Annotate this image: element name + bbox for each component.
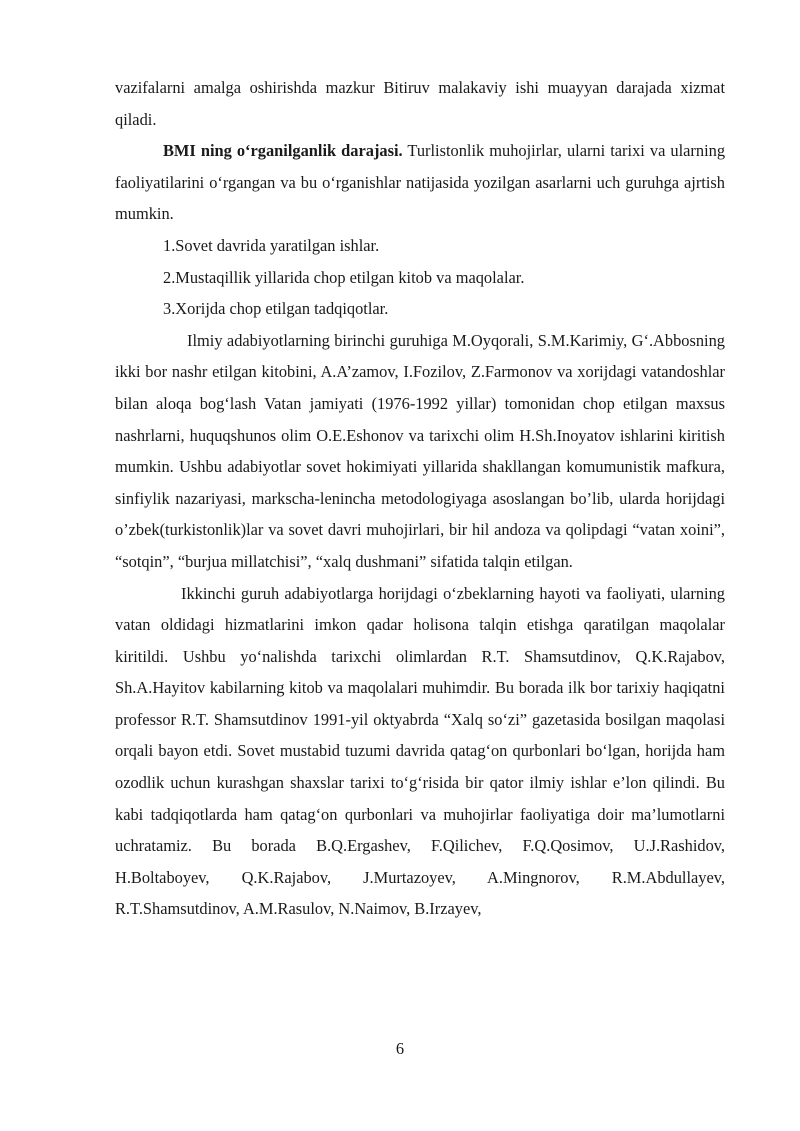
section-heading: BMI ning o‘rganilganlik darajasi. xyxy=(163,141,403,161)
section-heading-text: Turlistonlik muhojirlar, ularni tarixi va ularning faoliyatilarini o‘rgangan va bu o‘rganishlar natijasida yozilgan asarlarni uch guruhga ajrtish mumkin. xyxy=(115,141,726,224)
body-text xyxy=(115,72,725,925)
paragraph-second-group: Ikkinchi guruh adabiyotlarga horijdagi o‘zbeklarning hayoti va faoliyati, ularning vatan oldidagi hizmatlarini imkon qadar holisona talqin etishga qaratilgan maqolalar kiritildi. Ushbu yo‘nalishda tarixchi olimlardan R.T. Shamsutdinov, Q.K.Rajabov, Sh.A.Hayitov kabilarning kitob va maqolalari muhimdir. Bu borada ilk bor tarixiy haqiqatni professor R.T. Shamsutdinov 1991-yil oktyabrda “Xalq so‘zi” gazetasida bosilgan maqolasi orqali bayon etdi. Sovet mustabid tuzumi davrida qatag‘on qurbonlari bo‘lgan, horijda ham ozodlik uchun kurashgan shaxslar tarixi to‘g‘risida bir qator ilmiy ishlar e’lon qilindi. Bu kabi tadqiqotlarda ham qatag‘on qurbonlari va muhojirlar faoliyatiga doir ma’lumotlarni uchratamiz. Bu borada B.Q.Ergashev, F.Qilichev, F.Q.Qosimov, U.J.Rashidov, H.Boltaboyev, Q.K.Rajabov, J.Murtazoyev, A.Mingnorov, R.M.Abdullayev, R.T.Shamsutdinov, A.M.Rasulov, N.Naimov, B.Irzayev, xyxy=(115,583,725,919)
list-item-3: 3.Xorijda chop etilgan tadqiqotlar. xyxy=(163,299,389,319)
list-item-2: 2.Mustaqillik yillarida chop etilgan kitob va maqolalar. xyxy=(163,267,525,287)
paragraph-continuation: vazifalarni amalga oshirishda mazkur Bitiruv malakaviy ishi muayyan darajada xizmat qiladi. xyxy=(115,78,725,129)
paragraph-study-level xyxy=(115,135,725,230)
list-item-1: 1.Sovet davrida yaratilgan ishlar. xyxy=(163,235,380,255)
paragraph-first-group: Ilmiy adabiyotlarning birinchi guruhiga M.Oyqorali, S.M.Karimiy, G‘.Abbosning ikki bor nashr etilgan kitobini, A.A’zamov, I.Fozilov, Z.Farmonov va xorijdagi vatandoshlar bilan aloqa bog‘lash Vatan jamiyati (1976-1992 yillar) tomonidan chop etilgan maxsus nashrlarni, huquqshunos olim O.E.Eshonov va tarixchi olim H.Sh.Inoyatov ishlarini kiritish mumkin. Ushbu adabiyotlar sovet hokimiyati yillarida shakllangan komumunistik mafkura, sinfiylik nazariyasi, markscha-lenincha metodologiyaga asoslangan bo’lib, ularda horijdagi o’zbek(turkistonlik)lar va sovet davri muhojirlari, bir hil andoza va qolipdagi “vatan xoini”, “sotqin”, “burjua millatchisi”, “xalq dushmani” sifatida talqin etilgan. xyxy=(115,330,725,571)
page-number: 6 xyxy=(395,1039,405,1058)
